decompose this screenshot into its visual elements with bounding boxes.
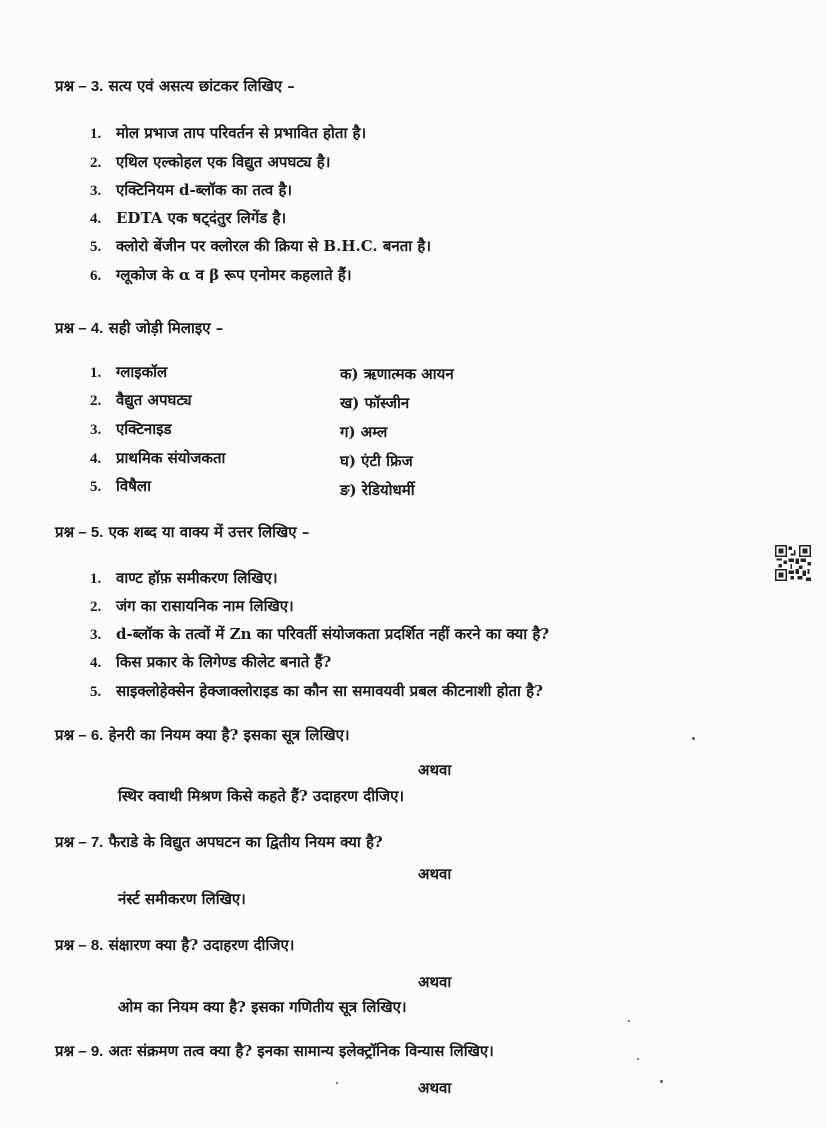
match-left-item [90,362,167,382]
item-number: 3. [90,183,102,199]
question-text: अतः संक्रमण तत्व क्या है? इनका सामान्य इलेक्ट्रॉनिक विन्यास लिखिए। [108,1042,494,1060]
match-right-item: ङ) रेडियोधर्मी [340,481,415,499]
item-number: 5. [90,239,102,255]
item-text: एथिल एल्कोहल एक विद्युत अपघट्य है। [116,153,331,171]
item-text: साइक्लोहेक्सेन हेक्जाक्लोराइड का कौन सा समावयवी प्रबल कीटनाशी होता है? [116,682,543,700]
list-item [90,236,431,256]
question-label: प्रश्न – 7. [55,834,104,851]
item-number: 1. [90,365,102,381]
question-label: प्रश्न – 3. [55,78,104,95]
scan-speck [692,737,695,740]
item-text: प्राथमिक संयोजकता [116,449,226,467]
item-text: d-ब्लॉक के तत्वों में Zn का परिवर्ती संयोजकता प्रदर्शित नहीं करने का क्या है? [116,625,550,643]
question-label: प्रश्न – 6. [55,727,104,744]
list-item [90,265,352,285]
match-left-item [90,390,192,410]
question-label: प्रश्न – 4. [55,320,104,337]
question-6-heading [55,725,350,745]
question-9-heading [55,1041,494,1061]
question-text: एक शब्द या वाक्य में उत्तर लिखिए – [108,523,310,541]
item-text: वाण्ट हॉफ़ समीकरण लिखिए। [116,569,278,587]
question-label: प्रश्न – 8. [55,937,104,954]
item-text: किस प्रकार के लिगेण्ड कीलेट बनाते हैं? [116,653,332,671]
question-text: संक्षारण क्या है? उदाहरण दीजिए। [108,936,295,954]
item-number: 5. [90,479,102,495]
alternate-question: ओम का नियम क्या है? इसका गणितीय सूत्र लिखिए। [118,998,407,1016]
item-number: 2. [90,599,102,615]
question-text: सत्य एवं असत्य छांटकर लिखिए – [108,77,295,95]
item-number: 4. [90,655,102,671]
list-item [90,624,549,644]
item-number: 1. [90,126,102,142]
item-number: 1. [90,571,102,587]
item-text: EDTA एक षट्दंतुर लिगेंड है। [116,209,287,227]
list-item [90,123,366,143]
match-right-item: घ) एंटी फ्रिज [340,452,413,470]
scan-speck [660,1080,663,1083]
alternate-question: नंर्स्ट समीकरण लिखिए। [118,890,246,908]
or-label: अथवा [418,865,452,883]
list-item [90,152,330,172]
list-item [90,180,292,200]
item-number: 3. [90,422,102,438]
item-text: जंग का रासायनिक नाम लिखिए। [116,597,294,615]
scan-speck [628,1020,630,1022]
or-label: अथवा [418,973,452,991]
scan-speck [336,1082,338,1084]
question-text: सही जोड़ी मिलाइए – [108,319,224,337]
question-8-heading [55,935,294,955]
match-left-item [90,476,151,496]
match-left-item [90,419,172,439]
item-text: विषैला [116,477,151,495]
match-left-item [90,448,225,468]
item-text: क्लोरो बेंजीन पर क्लोरल की क्रिया से B.H.C. बनता है। [116,237,432,255]
scan-speck [637,1058,639,1060]
or-label: अथवा [418,761,452,779]
item-number: 2. [90,155,102,171]
item-text: ग्लाइकॉल [116,363,168,381]
question-7-heading [55,832,383,852]
item-number: 5. [90,684,102,700]
item-number: 4. [90,211,102,227]
qr-code-icon [775,545,811,581]
list-item [90,652,331,672]
item-number: 3. [90,627,102,643]
match-right-item: क) ऋणात्मक आयन [340,365,454,383]
item-text: ग्लूकोज के α व β रूप एनोमर कहलाते हैं। [116,266,352,284]
item-number: 4. [90,451,102,467]
alternate-question: स्थिर क्वाथी मिश्रण किसे कहते हैं? उदाहरण दीजिए। [118,787,405,805]
match-right-item: ग) अम्ल [340,423,388,441]
item-number: 2. [90,393,102,409]
item-text: एक्टिनियम d-ब्लॉक का तत्व है। [116,181,293,199]
list-item [90,596,294,616]
item-text: एक्टिनाइड [116,420,172,438]
question-4-heading [55,318,223,338]
list-item [90,681,543,701]
question-label: प्रश्न – 5. [55,524,104,541]
question-5-heading [55,522,309,542]
item-text: वैद्युत अपघट्य [116,391,192,409]
question-text: फैराडे के विद्युत अपघटन का द्वितीय नियम क्या है? [108,833,383,851]
item-text: मोल प्रभाज ताप परिवर्तन से प्रभावित होता है। [116,124,367,142]
list-item [90,568,278,588]
item-number: 6. [90,268,102,284]
match-right-item: ख) फॉस्जीन [340,394,410,412]
question-3-heading [55,76,295,96]
question-label: प्रश्न – 9. [55,1043,104,1060]
or-label: अथवा [418,1079,452,1097]
question-text: हेनरी का नियम क्या है? इसका सूत्र लिखिए। [108,726,350,744]
list-item [90,208,286,228]
